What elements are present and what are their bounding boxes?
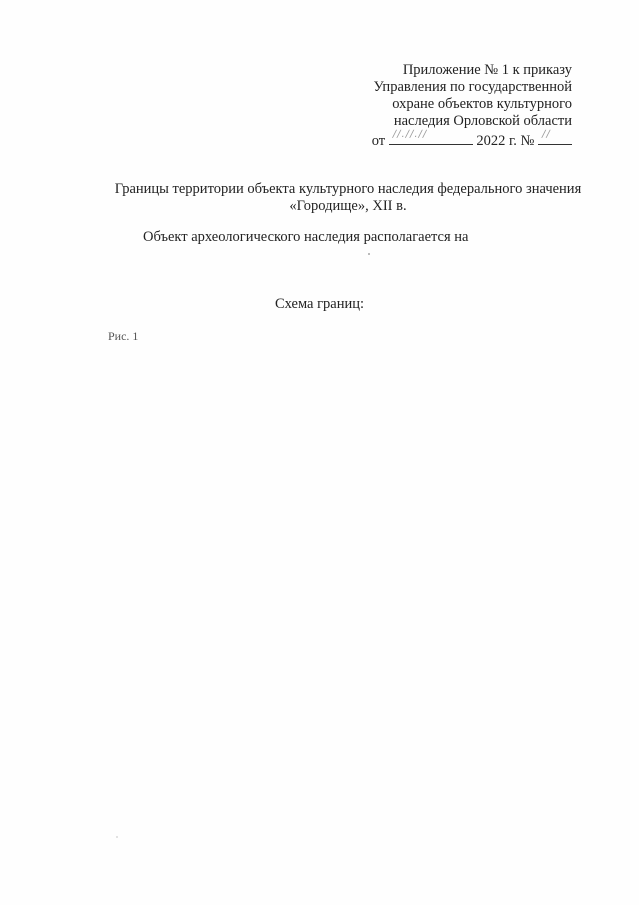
appendix-line-4: наследия Орловской области <box>393 113 572 129</box>
appendix-line-2: Управления по государственной <box>373 79 572 95</box>
title-line-2: «Городище», XII в. <box>289 198 407 214</box>
number-handwriting: ∕∕ <box>542 129 551 140</box>
year-and-number-label: 2022 г. № <box>476 133 535 149</box>
order-date-line <box>332 130 572 150</box>
scan-speck <box>368 253 370 255</box>
date-prefix: от <box>371 133 386 149</box>
date-handwriting: ∕∕.∕∕.∕∕ <box>392 129 428 140</box>
scan-speck <box>116 836 118 838</box>
scheme-heading: Схема границ: <box>274 296 365 312</box>
document-title <box>100 181 596 215</box>
figure-label: Рис. 1 <box>108 329 139 343</box>
location-statement: Объект археологического наследия располагается на <box>143 229 469 245</box>
appendix-line-3: охране объектов культурного <box>392 96 572 112</box>
title-line-1: Границы территории объекта культурного наследия федерального значения <box>114 181 582 197</box>
appendix-header <box>332 62 572 150</box>
date-blank <box>389 130 473 145</box>
appendix-line-1: Приложение № 1 к приказу <box>402 62 572 78</box>
number-blank <box>538 130 572 145</box>
